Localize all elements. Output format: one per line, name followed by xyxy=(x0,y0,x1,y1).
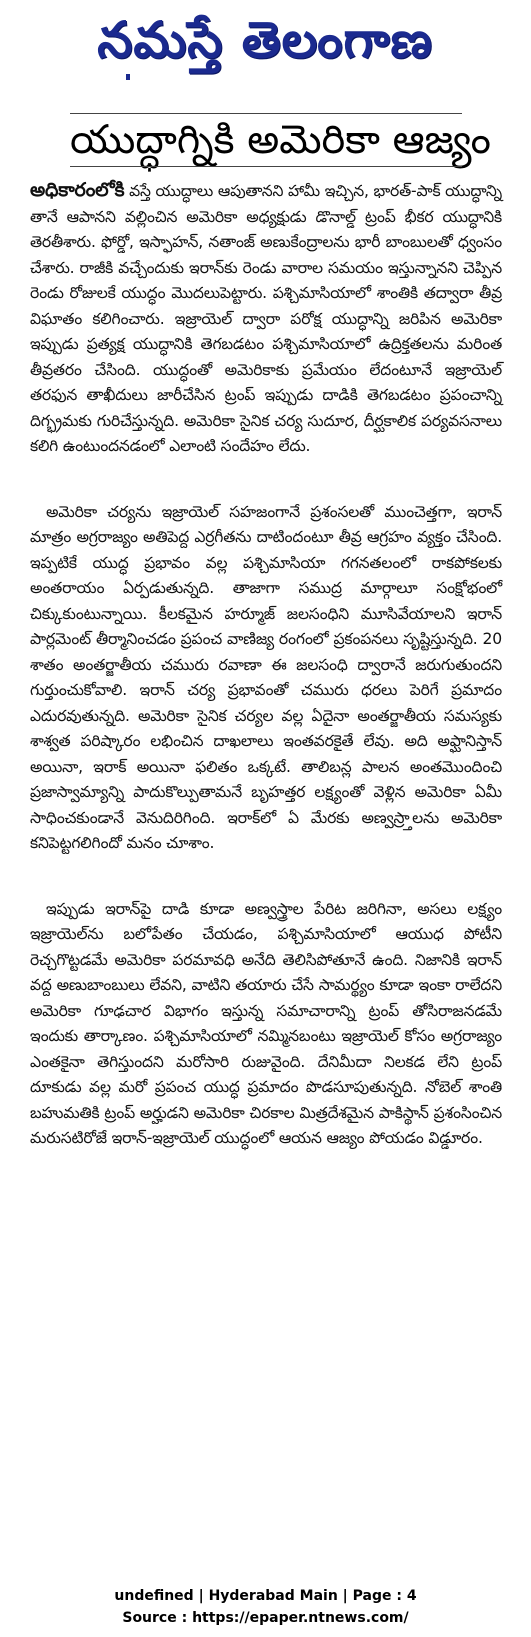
paragraph-1-text: వస్తే యుద్ధాలు ఆపుతానని హామీ ఇచ్చిన, భారత్-పాక్ యుద్ధాన్ని తానే ఆపానని వల్లించిన అమెరికా అధ్యక్షుడు డొనాల్డ్ ట్రంప్ భీకర యుద్ధానికి తెరతీశారు. ఫోర్డో, ఇస్ఫాహన్, నతాంజ్ అణుకేంద్రాలను భారీ బాంబులతో ధ్వంసం చేశారు. రాజీకి వచ్చేందుకు ఇరాన్‌కు రెండు వారాల సమయం ఇస్తున్నానని చెప్పిన రెండు రోజులకే యుద్ధం మొదలుపెట్టారు. పశ్చిమాసియాలో శాంతికి తద్వారా తీవ్ర విఘాతం కలిగించారు. ఇజ్రాయెల్ ద్వారా పరోక్ష యుద్ధాన్ని జరిపిన అమెరికా ఇప్పుడు ప్రత్యక్ష యుద్ధానికి తెగబడటం పశ్చిమాసియాలో ఉద్రిక్తతలను మరింత తీవ్రతరం చేసింది. యుద్ధంతో అమెరికాకు ప్రమేయం లేదంటూనే ఇజ్రాయెల్ తరఫున తాఖీదులు జారీచేసిన ట్రంప్ ఇప్పుడు దాడికి తెగబడటం ప్రపంచాన్ని దిగ్భ్రమకు గురిచేస్తున్నది. అమెరికా సైనిక చర్య సుదూర, దీర్ఘకాలిక పర్యవసనాలు కలిగి ఉంటుందనడంలో ఎలాంటి సందేహం లేదు. xyxy=(30,182,502,455)
lead-word: అధికారంలోకి xyxy=(30,179,125,201)
headline-bottom-rule xyxy=(70,166,462,167)
paragraph-3: ఇప్పుడు ఇరాన్‌పై దాడి కూడా అణ్వస్త్రాల పేరిట జరిగినా, అసలు లక్ష్యం ఇజ్రాయెల్‌ను బలోపేతం చేయడం, పశ్చిమాసియాలో ఆయుధ పోటీని రెచ్చగొట్టడమే అమెరికా పరమావధి అనేది తెలిసిపోతూనే ఉంది. నిజానికి ఇరాన్ వద్ద అణుబాంబులు లేవని, వాటిని తయారు చేసే సామర్థ్యం కూడా ఇంకా రాలేదని అమెరికా గూఢచార విభాగం ఇస్తున్న సమాచారాన్ని ట్రంప్ తోసిరాజనడమే ఇందుకు తార్కాణం. పశ్చిమాసియాలో నమ్మినబంటు ఇజ్రాయెల్ కోసం అగ్రరాజ్యం ఎంతకైనా తెగిస్తుందని మరోసారి రుజువైంది. దేనిమీదా నిలకడ లేని ట్రంప్ దూకుడు వల్ల మరో ప్రపంచ యుద్ధ ప్రమాదం పొడసూపుతున్నది. నోబెల్ శాంతి బహుమతికి ట్రంప్ అర్హుడని అమెరికా చిరకాల మిత్రదేశమైన పాకిస్థాన్ ప్రశంసించిన మరుసటిరోజే ఇరాన్-ఇజ్రాయెల్ యుద్ధంలో ఆయన ఆజ్యం పోయడం విడ్డూరం. xyxy=(30,899,502,1147)
article-headline: యుద్ధాగ్నికి అమెరికా ఆజ్యం xyxy=(70,117,491,163)
source-link[interactable]: Source : https://epaper.ntnews.com/ xyxy=(122,1610,409,1626)
masthead xyxy=(0,0,531,85)
edition-info: undefined | Hyderabad Main | Page : 4 xyxy=(114,1588,417,1604)
paragraph-2: అమెరికా చర్యను ఇజ్రాయెల్ సహజంగానే ప్రశంసలతో ముంచెత్తగా, ఇరాన్ మాత్రం అగ్రరాజ్యం అతిపెద్ద ఎర్రగీతను దాటిందంటూ తీవ్ర ఆగ్రహం వ్యక్తం చేసింది. ఇప్పటికే యుద్ధ ప్రభావం వల్ల పశ్చిమాసియా గగనతలంలో రాకపోకలకు అంతరాయం ఏర్పడుతున్నది. తాజాగా సముద్ర మార్గాలూ సంక్షోభంలో చిక్కుకుంటున్నాయి. కీలకమైన హర్మూజ్ జలసంధిని మూసివేయాలని ఇరాన్ పార్లమెంట్ తీర్మానించడం ప్రపంచ వాణిజ్య రంగంలో ప్రకంపనలు సృష్టిస్తున్నది. 20 శాతం అంతర్జాతీయ చమురు రవాణా ఈ జలసంధి ద్వారానే జరుగుతుందని గుర్తుంచుకోవాలి. ఇరాన్ చర్య ప్రభావంతో చమురు ధరలు పెరిగే ప్రమాదం ఎదురవుతున్నది. అమెరికా సైనిక చర్యల వల్ల ఏదైనా అంతర్జాతీయ సమస్యకు శాశ్వత పరిష్కారం లభించిన దాఖలాలు ఇంతవరకైతే లేవు. అది అఫ్ఘానిస్తాన్ అయినా, ఇరాక్ అయినా ఫలితం ఒక్కటే. తాలిబన్ల పాలన అంతమొందించి ప్రజాస్వామ్యాన్ని పాదుకొల్పుతామనే బృహత్తర లక్ష్యంతో వెళ్లిన అమెరికా ఏమీ సాధించకుండానే వెనుదిరిగింది. ఇరాక్‌లో ఏ మేరకు అణ్వస్ర్తాలను అమెరికా కనిపెట్టగలిగిందో మనం చూశాం. xyxy=(30,502,502,852)
article-body xyxy=(30,178,502,1192)
logo-mark xyxy=(126,74,130,80)
headline-top-rule xyxy=(70,113,462,114)
page-footer xyxy=(0,1585,531,1629)
newspaper-logo: నమస్తే తెలంగాణ xyxy=(97,11,433,69)
paragraph-1 xyxy=(30,178,502,460)
